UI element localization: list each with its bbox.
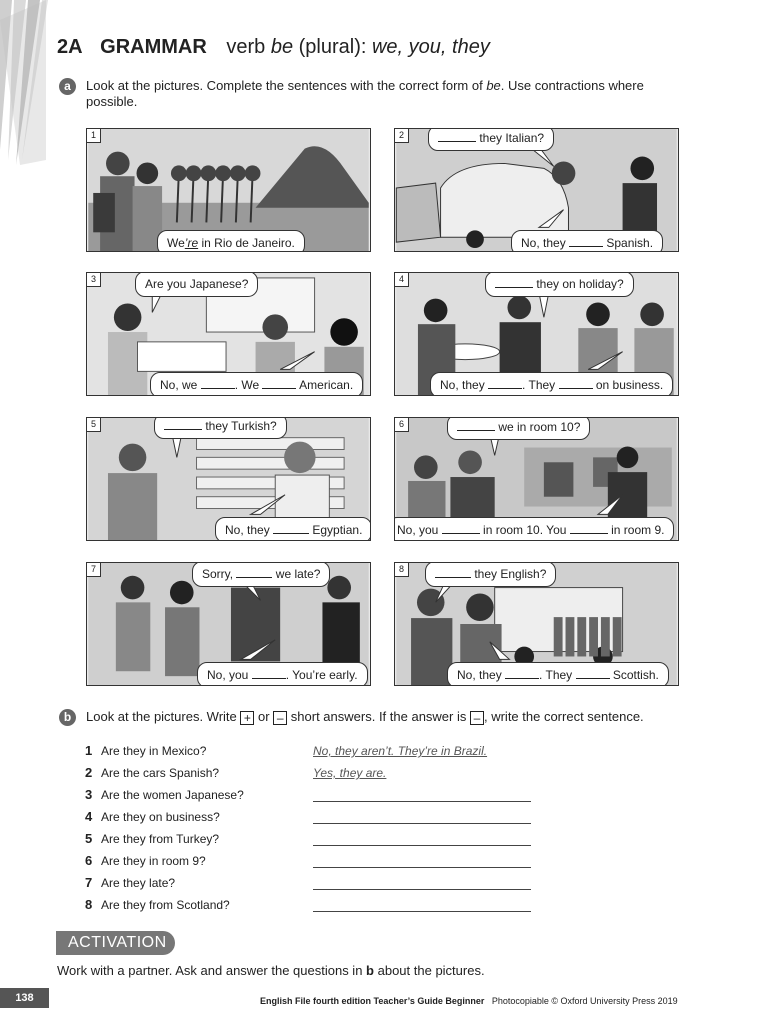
question-list [85, 741, 545, 917]
market [197, 438, 345, 450]
question-bubble [154, 417, 287, 439]
question-number: 6 [85, 853, 93, 868]
answer-blank[interactable] [262, 377, 296, 389]
activation-heading: ACTIVATION [56, 931, 175, 955]
bubble-text: in Rio de Janeiro. [198, 236, 295, 250]
question-row [85, 829, 545, 851]
instruction-b-part2: short answers. If the answer is [287, 709, 470, 724]
answer-blank[interactable] [273, 522, 309, 534]
question-row [85, 785, 545, 807]
answer-blank[interactable] [236, 566, 272, 578]
bubble-text: Are you Japanese? [145, 277, 249, 291]
picture-panel-1 [86, 128, 371, 252]
picture-panel-2 [394, 128, 679, 252]
answer-blank[interactable] [569, 235, 603, 247]
example-answer: Yes, they are. [313, 766, 387, 780]
picture-panel-5 [86, 417, 371, 541]
answer-blank[interactable] [457, 419, 495, 431]
question-number: 7 [85, 875, 93, 890]
page-title [57, 36, 490, 59]
exercise-b-instruction [86, 709, 644, 725]
question-number: 2 [85, 765, 93, 780]
exercise-b-badge: b [59, 709, 76, 726]
answer-bubble [157, 230, 305, 252]
footer [260, 996, 678, 1006]
answer-blank[interactable] [438, 130, 476, 142]
bubble-text: No, they [440, 378, 489, 392]
answer-bubble [430, 372, 673, 396]
activation-text [57, 963, 485, 978]
answer-line[interactable] [313, 867, 531, 868]
picture-panel-3 [86, 272, 371, 396]
footer-copyright: Photocopiable © Oxford University Press 2019 [491, 996, 678, 1006]
question-bubble [192, 562, 330, 587]
answer-bubble [511, 230, 663, 252]
instruction-b-part3: , write the correct sentence. [483, 709, 644, 724]
section-label: GRAMMAR [100, 36, 207, 58]
bubble-text: We [167, 236, 185, 250]
bubble-text: . We [234, 378, 263, 392]
answer-line[interactable] [313, 801, 531, 802]
exercise-a-instruction [86, 78, 686, 110]
answer-line[interactable] [313, 889, 531, 890]
answer-line[interactable] [313, 845, 531, 846]
bubble-text: No, we [160, 378, 201, 392]
answer-bubble [215, 517, 371, 541]
panel-number: 5 [87, 418, 101, 432]
bubble-text: they on holiday? [533, 277, 624, 291]
bubble-text: No, you [397, 523, 442, 537]
bubble-text: Egyptian. [309, 523, 363, 537]
picture-panel-4 [394, 272, 679, 396]
topic-pronouns: we, you, they [371, 36, 490, 58]
question-text: Are they in Mexico? [101, 744, 207, 758]
activation-text-part2: about the pictures. [374, 963, 485, 978]
answer-blank[interactable] [488, 377, 522, 389]
instruction-b-or: or [254, 709, 274, 724]
panel-number: 4 [395, 273, 409, 287]
picture-panel-6 [394, 417, 679, 541]
bubble-text: . They [539, 668, 576, 682]
question-bubble [425, 562, 556, 587]
panel-number: 6 [395, 418, 409, 432]
exercise-a-badge: a [59, 78, 76, 95]
bubble-text: No, you [207, 668, 252, 682]
question-row [85, 807, 545, 829]
answer-bubble [197, 662, 368, 686]
plus-box: + [240, 711, 254, 725]
question-row [85, 741, 545, 763]
bubble-text: in room 10. You [479, 523, 570, 537]
answer-blank[interactable] [435, 566, 471, 578]
answer-blank[interactable] [442, 522, 480, 534]
question-text: Are the cars Spanish? [101, 766, 220, 780]
panel-number: 1 [87, 129, 101, 143]
instruction-b-part1: Look at the pictures. Write [86, 709, 241, 724]
example-answer: ’re [184, 236, 199, 250]
topic-prefix: verb [226, 36, 271, 58]
bubble-text: . You’re early. [285, 668, 358, 682]
bubble-text: . They [522, 378, 559, 392]
cinema [231, 588, 280, 662]
question-number: 5 [85, 831, 93, 846]
question-row [85, 851, 545, 873]
answer-blank[interactable] [495, 276, 533, 288]
question-text: Are they from Turkey? [101, 832, 220, 846]
question-text: Are they in room 9? [101, 854, 206, 868]
bubble-text: they Turkish? [202, 419, 277, 433]
answer-bubble [447, 662, 669, 686]
decorative-rays [0, 0, 60, 170]
question-bubble [447, 417, 590, 440]
lesson-code: 2A [57, 36, 83, 58]
answer-blank[interactable] [201, 377, 235, 389]
question-text: Are they from Scotland? [101, 898, 230, 912]
answer-blank[interactable] [559, 377, 593, 389]
bubble-text: we late? [272, 567, 321, 581]
footer-book: English File fourth edition Teacher’s Guide Beginner [260, 996, 485, 1006]
question-number: 8 [85, 897, 93, 912]
bubble-text: Spanish. [603, 236, 654, 250]
answer-blank[interactable] [505, 667, 539, 679]
picture-panel-8 [394, 562, 679, 686]
bubble-text: No, they [521, 236, 570, 250]
answer-blank[interactable] [164, 418, 202, 430]
activation-text-part1: Work with a partner. Ask and answer the questions in [57, 963, 367, 978]
minus-box: – [273, 711, 287, 725]
question-number: 1 [85, 743, 93, 758]
panel-number: 7 [87, 563, 101, 577]
bubble-text: on business. [592, 378, 664, 392]
bubble-text: American. [296, 378, 354, 392]
answer-blank[interactable] [576, 667, 610, 679]
question-bubble [135, 272, 258, 297]
panel-number: 2 [395, 129, 409, 143]
minus-box-2: – [470, 711, 484, 725]
answer-bubble [394, 517, 674, 541]
bubble-text: No, they [457, 668, 506, 682]
bubble-text: they Italian? [476, 131, 545, 145]
topic-be: be [270, 36, 294, 58]
page-number: 138 [0, 988, 49, 1008]
instruction-a-part2: . Use contractions where possible. [86, 78, 644, 109]
activation-text-b: b [366, 963, 374, 978]
answer-bubble [150, 372, 363, 396]
question-text: Are the women Japanese? [101, 788, 244, 802]
picture-panel-7 [86, 562, 371, 686]
question-row [85, 763, 545, 785]
bubble-text: in room 9. [607, 523, 665, 537]
panel-number: 3 [87, 273, 101, 287]
traffic [396, 183, 440, 242]
bubble-text: Sorry, [202, 567, 237, 581]
bubble-text: No, they [225, 523, 274, 537]
bag [93, 193, 115, 232]
question-text: Are they late? [101, 876, 176, 890]
panel-number: 8 [395, 563, 409, 577]
bubble-text: we in room 10? [495, 420, 581, 434]
topic-mid: (plural): [293, 36, 372, 58]
instruction-a-be: be [486, 78, 501, 93]
answer-blank[interactable] [252, 667, 286, 679]
question-text: Are they on business? [101, 810, 220, 824]
market [197, 457, 345, 469]
question-row [85, 873, 545, 895]
answer-line[interactable] [313, 911, 531, 912]
answer-line[interactable] [313, 823, 531, 824]
question-bubble [428, 128, 554, 151]
bubble-text: Scottish. [609, 668, 659, 682]
question-number: 4 [85, 809, 93, 824]
question-row [85, 895, 545, 917]
question-number: 3 [85, 787, 93, 802]
bubble-text: they English? [471, 567, 547, 581]
answer-blank[interactable] [570, 522, 608, 534]
instruction-a-part1: Look at the pictures. Complete the sentences with the correct form of [86, 78, 487, 93]
example-answer: No, they aren’t. They’re in Brazil. [313, 744, 488, 758]
question-bubble [485, 272, 634, 297]
